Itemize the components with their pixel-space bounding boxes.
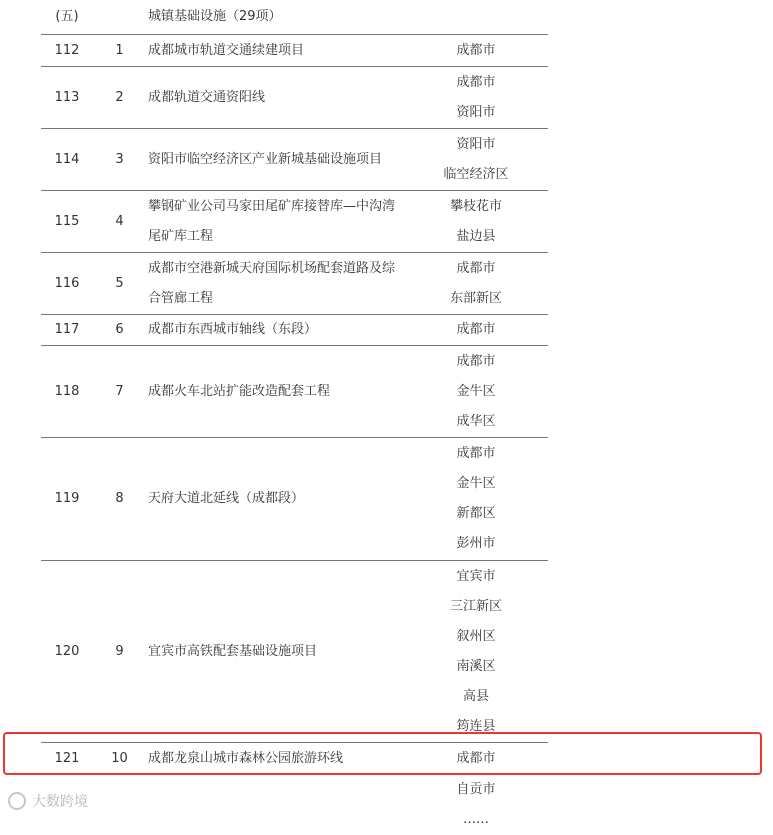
location-item: 自贡市 bbox=[456, 782, 496, 797]
cell-location bbox=[404, 191, 548, 252]
location-item: 三江新区 bbox=[449, 598, 502, 614]
cell-seq-no: 113 bbox=[54, 89, 80, 105]
cell-location bbox=[404, 35, 548, 66]
location-item: 南溪区 bbox=[456, 658, 496, 674]
cell-seq-no: 118 bbox=[54, 383, 80, 399]
table-row bbox=[41, 561, 548, 743]
location-item: 叙州区 bbox=[456, 628, 496, 644]
cell-sub-no: 7 bbox=[115, 383, 124, 399]
location-item: 临空经济区 bbox=[443, 166, 509, 182]
table-row bbox=[41, 0, 548, 35]
cell-project-name: 资阳市临空经济区产业新城基础设施项目 bbox=[148, 151, 383, 167]
location-item: 成都市 bbox=[456, 74, 496, 90]
cell-project-name: 成都城市轨道交通续建项目 bbox=[148, 42, 305, 58]
cell-location bbox=[404, 253, 548, 314]
table-row bbox=[41, 775, 548, 835]
cell-location bbox=[404, 129, 548, 190]
cell-seq-no: 116 bbox=[54, 275, 80, 291]
cell-seq-no: 117 bbox=[54, 322, 80, 337]
location-item: 资阳市 bbox=[456, 136, 496, 152]
cell-location bbox=[404, 315, 548, 345]
cell-seq-no: 121 bbox=[54, 750, 80, 766]
cell-project-name: 成都火车北站扩能改造配套工程 bbox=[148, 383, 331, 399]
table-row bbox=[41, 35, 548, 67]
cell-sub-no: 4 bbox=[115, 213, 124, 229]
cell-sub-no bbox=[93, 0, 146, 34]
cell-seq-no: 120 bbox=[54, 643, 80, 659]
table-row bbox=[41, 315, 548, 346]
table-row bbox=[41, 67, 548, 129]
cell-seq-no: 119 bbox=[54, 491, 80, 506]
location-item: 宜宾市 bbox=[456, 568, 496, 584]
cell-project-name: 成都市空港新城天府国际机场配套道路及综合管廊工程 bbox=[148, 260, 396, 306]
location-item: 成都市 bbox=[456, 322, 496, 337]
cell-seq-no: (五) bbox=[55, 9, 79, 24]
cell-project-name: 成都龙泉山城市森林公园旅游环线 bbox=[148, 750, 344, 766]
location-item: 成都市 bbox=[456, 750, 496, 766]
table-row bbox=[41, 346, 548, 438]
cell-location bbox=[404, 67, 548, 128]
location-item: 资阳市 bbox=[456, 104, 496, 120]
cell-project-name: 攀钢矿业公司马家田尾矿库接替库—中沟湾尾矿库工程 bbox=[148, 198, 396, 244]
location-item: 成华区 bbox=[456, 413, 496, 429]
cell-seq-no: 115 bbox=[54, 213, 80, 229]
cell-location bbox=[404, 561, 548, 742]
cell-sub-no: 3 bbox=[115, 151, 124, 167]
cell-location bbox=[404, 775, 548, 835]
table-row bbox=[41, 253, 548, 315]
location-item: 新都区 bbox=[456, 506, 496, 521]
table-row bbox=[41, 438, 548, 561]
location-item: 盐边县 bbox=[456, 228, 496, 244]
cell-sub-no: 10 bbox=[111, 750, 128, 766]
cell-sub-no: 1 bbox=[115, 42, 124, 58]
location-item: 彭州市 bbox=[456, 536, 496, 551]
cell-sub-no: 2 bbox=[115, 89, 124, 105]
location-item: 成都市 bbox=[456, 446, 496, 461]
location-item: 成都市 bbox=[456, 42, 496, 58]
watermark-logo-icon bbox=[8, 792, 26, 810]
cell-location bbox=[404, 0, 548, 34]
location-item: 成都市 bbox=[456, 260, 496, 276]
watermark-text: 大数跨境 bbox=[32, 794, 88, 810]
cell-sub-no: 9 bbox=[115, 643, 124, 659]
cell-seq-no: 114 bbox=[54, 151, 80, 167]
cell-sub-no: 6 bbox=[115, 322, 124, 337]
cell-location bbox=[404, 438, 548, 560]
highlight-box bbox=[3, 732, 762, 775]
cell-sub-no: 8 bbox=[115, 491, 124, 506]
cell-project-name: 城镇基础设施（29项） bbox=[148, 9, 282, 24]
cell-sub-no: 5 bbox=[115, 275, 124, 291]
cell-project-name bbox=[146, 775, 404, 835]
location-item: 成都市 bbox=[456, 353, 496, 369]
location-item: 高县 bbox=[462, 688, 489, 704]
location-item: 攀枝花市 bbox=[449, 198, 502, 214]
cell-location bbox=[404, 346, 548, 437]
cell-sub-no bbox=[93, 775, 146, 835]
table-row bbox=[41, 129, 548, 191]
location-item: 筠连县 bbox=[456, 718, 496, 734]
cell-seq-no: 112 bbox=[54, 42, 80, 58]
cell-project-name: 成都市东西城市轴线（东段） bbox=[148, 322, 318, 337]
cell-project-name: 宜宾市高铁配套基础设施项目 bbox=[148, 643, 318, 659]
location-item: …… bbox=[463, 812, 489, 827]
cell-project-name: 天府大道北延线（成都段） bbox=[148, 491, 305, 506]
cell-project-name: 成都轨道交通资阳线 bbox=[148, 89, 266, 105]
table-row bbox=[41, 191, 548, 253]
location-item: 东部新区 bbox=[449, 290, 502, 306]
location-item: 金牛区 bbox=[456, 383, 496, 399]
location-item: 金牛区 bbox=[456, 476, 496, 491]
watermark bbox=[8, 791, 88, 811]
